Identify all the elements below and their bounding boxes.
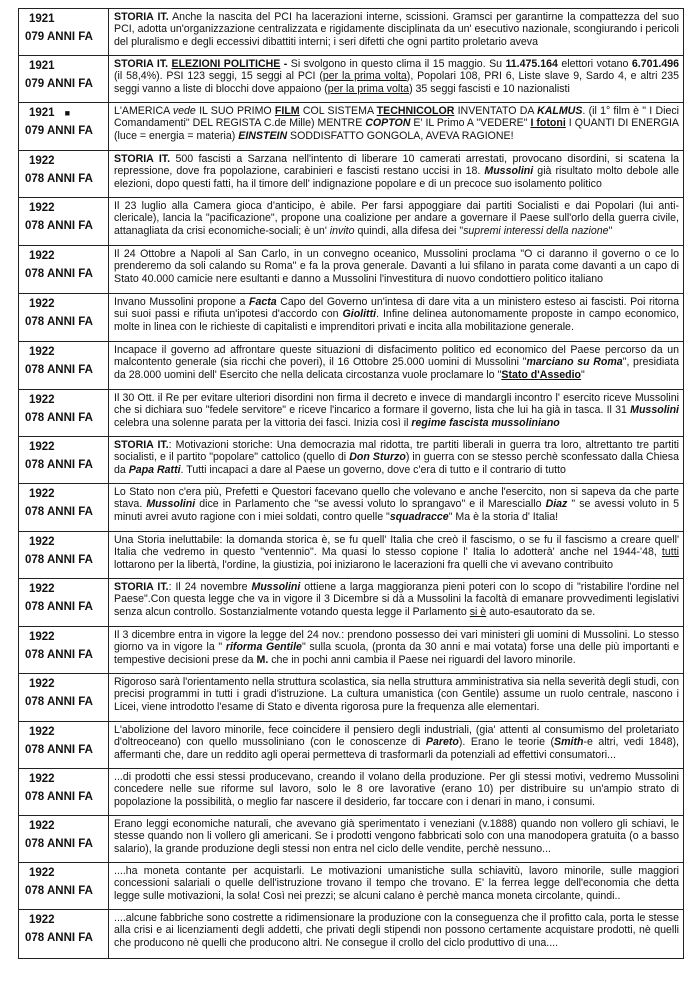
text-segment: dice in Parlamento che "se avessi voluto lo sprangavo" e il Maresciallo <box>195 498 546 511</box>
years-ago-label: 078 ANNI FA <box>25 220 93 232</box>
years-ago-label: 079 ANNI FA <box>25 31 93 43</box>
entry-text <box>109 103 683 150</box>
text-segment: - <box>280 58 291 70</box>
text-segment: ottiene a larga maggioranza pieni poteri con lo scopo di "ristabilire l'ordine nel Paese".Con questa legge che va in vigore il 3 Dicembre si dà a Mussolini la facoltà di emanare provvedimenti legislativi senza alcun controllo. Sostanzialmente votando questa legge il Parlamento <box>114 581 679 618</box>
year-label: 1921 <box>29 107 55 119</box>
text-segment: Il 23 luglio alla Camera gioca d'anticipo, è abile. Per farsi appoggiare dai partiti Socialisti e dai Popolari (lui anti-clericale), lancia la "pacificazione", propone una coalizione per andare a governare il Paese sull'orlo della guerra civile, attanagliata da crisi economiche-sociali; è un' <box>114 200 679 237</box>
entry-text <box>109 769 683 815</box>
timeline-row <box>19 390 683 437</box>
text-segment: si è <box>469 605 487 618</box>
entry-text <box>109 437 683 483</box>
text-segment: STORIA IT. <box>114 439 169 451</box>
text-segment: . Infine delinea autonomamente proposte in campo economico, molte in linea con le richieste di capitalisti e imprenditori privati e incita alla mobilitazione generale. <box>114 308 679 333</box>
year-label: 1922 <box>29 441 55 453</box>
entry-text <box>109 722 683 768</box>
timeline-row <box>19 484 683 532</box>
date-cell <box>19 246 109 293</box>
text-segment: EINSTEIN <box>238 129 288 142</box>
text-segment: ) in guerra con se stesso perchè sconfessato dalla Chiesa da <box>114 451 679 476</box>
text-segment: KALMUS <box>537 105 583 117</box>
year-label: 1921 <box>29 60 55 72</box>
entry-text <box>109 198 683 245</box>
text-segment: che in pochi anni cambia il Paese nei riguardi del lavoro minorile. <box>268 653 576 666</box>
year-label: 1922 <box>29 631 55 643</box>
timeline-row <box>19 674 683 722</box>
text-segment: Mussolini <box>630 404 679 417</box>
date-cell <box>19 816 109 862</box>
text-segment: STORIA IT. <box>114 58 172 70</box>
years-ago-label: 078 ANNI FA <box>25 601 93 613</box>
text-segment: STORIA IT. <box>114 11 169 23</box>
year-label: 1922 <box>29 202 55 214</box>
entry-text <box>109 9 683 55</box>
timeline-row <box>19 769 683 816</box>
text-segment: già risultato molto debole alle elezioni, dopo questi fatti, ha il timore dell' indignazione popolare e di un precoce suo isolamento politico <box>114 165 679 190</box>
text-segment: regime fascista mussoliniano <box>411 416 560 429</box>
text-segment: -e altri, vedi 1848), affermanti che, dare un reddito agli operai permetteva di trasformarli da potenziali ad effettivi consumatori... <box>114 736 679 761</box>
year-label: 1922 <box>29 867 55 879</box>
text-segment: Invano Mussolini propone a <box>114 296 249 308</box>
years-ago-label: 078 ANNI FA <box>25 364 93 376</box>
date-cell <box>19 910 109 958</box>
text-segment: Mussolini <box>484 165 534 178</box>
text-segment: Lo Stato non c'era più, Prefetti e Questori facevano quello che volevano e anche l'esercito, non si sapeva da che parte stava. <box>114 486 679 511</box>
text-segment: Incapace il governo ad affrontare queste situazioni di disfacimento politico ed economico del Paese percorso da un malcontento generale (sia ricchi che poveri), il 16 Ottobre 25.000 uomini di Mussolini " <box>114 344 679 369</box>
year-label: 1922 <box>29 820 55 832</box>
date-cell <box>19 579 109 626</box>
text-segment: ....ha moneta contante per acquistarli. Le motivazioni umanistiche sulla schiavitù, lavoro minorile, sulle maggiori concessioni salariali o quelle dell'istruzione trovano il tempo che trovano. E' la ferrea legge dell'economia che detta legge sulle motivazioni, la sola! Così nei prezzi; se alcuni calano è perchè manca moneta circolante, quindi.. <box>114 865 679 902</box>
entry-text <box>109 910 683 958</box>
years-ago-label: 078 ANNI FA <box>25 316 93 328</box>
text-segment: ELEZIONI POLITICHE <box>171 58 281 70</box>
text-segment: L'AMERICA <box>114 105 173 117</box>
text-segment: Stato d'Assedio <box>501 368 582 381</box>
text-segment: Mussolini <box>146 498 196 511</box>
timeline-row <box>19 198 683 246</box>
timeline-row <box>19 863 683 910</box>
bullet-mark: ■ <box>64 108 71 118</box>
entry-text <box>109 390 683 436</box>
timeline-row <box>19 9 683 56</box>
entry-text <box>109 246 683 293</box>
entry-text <box>109 816 683 862</box>
text-segment: STORIA IT. <box>114 581 169 593</box>
timeline-row <box>19 910 683 958</box>
text-segment: Rigoroso sarà l'orientamento nella struttura scolastica, sia nella struttura amministrativa sia nella severità degli studi, con precisi programmi in tutti i gradi d'istruzione. La cultura umanistica (con Gentile) assume un ruolo centrale, nascono i Licei, viene introdotto l'esame di Stato e diventa rigorosa pure la frequenza alle elementari. <box>114 676 679 713</box>
timeline-row <box>19 816 683 863</box>
date-cell <box>19 674 109 721</box>
entry-text <box>109 674 683 721</box>
date-cell <box>19 9 109 55</box>
text-segment: supremi interessi della nazione <box>463 224 609 237</box>
text-segment: E' IL Primo A "VEDERE" <box>410 117 531 130</box>
year-label: 1921 <box>29 13 55 25</box>
text-segment: Smith <box>554 736 584 749</box>
year-label: 1922 <box>29 488 55 500</box>
entry-text <box>109 532 683 578</box>
text-segment: Si svolgono in questo clima il 15 maggio. Su <box>290 58 506 70</box>
text-segment: Capo del Governo un'intesa di dare vita a un ministero esteso ai fascisti. Poi ritorna sui suoi passi e rifiuta un'ipotesi d'accordo con <box>114 296 679 321</box>
years-ago-label: 078 ANNI FA <box>25 554 93 566</box>
text-segment: riforma Gentile <box>225 641 302 654</box>
years-ago-label: 078 ANNI FA <box>25 268 93 280</box>
text-segment: lottarono per la libertà, l'ordine, la giustizia, poi iniziarono le lacerazioni fra quelli che vi avevano contribuito <box>114 558 614 571</box>
text-segment: : Motivazioni storiche: Una democrazia mal ridotta, tre partiti liberali in guerra tra loro, altrettanto tre partiti socialisti, e il partito "popolare" cattolico (quello di <box>114 439 679 464</box>
text-segment: ...di prodotti che essi stessi producevano, creando il volano della produzione. Per gli stessi motivi, vedremo Mussolini concedere nelle sue riforme sul lavoro, solo le 8 ore lavorative (erano 10) per distribuire su un'ampio strato di popolazione la possibilità, o meglio far nascere il desiderio, far toccare con i denari in mano, i consumi. <box>114 771 679 808</box>
date-cell <box>19 484 109 531</box>
years-ago-label: 078 ANNI FA <box>25 838 93 850</box>
years-ago-label: 078 ANNI FA <box>25 791 93 803</box>
text-segment: Il 24 Ottobre a Napoli al San Carlo, in un convegno oceanico, Mussolini proclama "O ci daranno il governo o ce lo prenderemo da soli calando su Roma" e fa la prova generale. Davanti a lui sfilano in parata come davanti a un capo di Stato 40.000 camicie nere esultanti e danno a Mussolini l'investitura di nuovo condottiero politico italiano <box>114 248 679 285</box>
entry-text <box>109 342 683 389</box>
years-ago-label: 079 ANNI FA <box>25 78 93 90</box>
text-segment: invito <box>329 224 355 237</box>
date-cell <box>19 390 109 436</box>
text-segment: ....alcune fabbriche sono costrette a ridimensionare la produzione con la conseguenza che il profitto cala, porta le stesse alla crisi e ai licenziamenti degli addetti, che privati degli stipendi non possono certamente acquistare prodotti, nè quelli che producono nè quelli che producono altri. Ne consegue il crollo del ciclo produttivo di una.... <box>114 912 679 949</box>
date-cell <box>19 769 109 815</box>
text-segment: COL SISTEMA <box>299 105 377 117</box>
year-label: 1922 <box>29 346 55 358</box>
date-cell <box>19 437 109 483</box>
year-label: 1922 <box>29 155 55 167</box>
text-segment: Facta <box>248 296 277 308</box>
years-ago-label: 078 ANNI FA <box>25 932 93 944</box>
text-segment: INVENTATO DA <box>454 105 538 117</box>
text-segment: 500 fascisti a Sarzana nell'intento di liberare 10 camerati arrestati, provocano disordini, si scatena la repressione, dove fra popolazione, carabinieri e fascisti restano uccisi in 18. <box>114 153 679 178</box>
timeline-row <box>19 579 683 627</box>
text-segment: ), Popolari 108, PRI 6, Liste slave 9, Sardo 4, e altri 235 seggi vanno a liste di blocchi dove appaiono ( <box>114 70 679 95</box>
text-segment: Anche la nascita del PCI ha lacerazioni interne, scissioni. Gramsci per garantirne la compattezza del suo PCI, adotta un'organizzazione centralizzata e rigidamente disciplinata da un' esecutivo nazionale, scongiurando i pericoli del pluralismo e degli eccessivi dibattiti interni; i seri difetti che ogni partito proletario aveva <box>114 11 679 48</box>
entry-text <box>109 294 683 341</box>
text-segment: per la prima volta <box>327 82 410 95</box>
text-segment: . Tutti incapaci a dare al Paese un governo, dove c'era di tutto e il contrario di tutto <box>180 463 566 476</box>
text-segment: Mussolini <box>251 581 301 593</box>
date-cell <box>19 532 109 578</box>
text-segment: celebra una solenne parata per la vittoria dei fasci. Inizia così il <box>114 416 412 429</box>
entry-text <box>109 579 683 626</box>
entry-text <box>109 151 683 197</box>
text-segment: L'abolizione del lavoro minorile, fece coincidere il pensiero degli industriali, (gia' attenti al consumismo del proletariato d'oltreoceano) con quello mussoliniano (con le conoscenze di <box>114 724 679 749</box>
text-segment: Diaz <box>545 498 568 511</box>
year-label: 1922 <box>29 678 55 690</box>
timeline-row <box>19 294 683 342</box>
timeline-row <box>19 627 683 674</box>
entry-text <box>109 56 683 102</box>
timeline-row <box>19 437 683 484</box>
text-segment: " sulla scuola, (pronta da 30 anni e mai votata) forse una delle più importanti e tempestive decisioni prese da <box>114 641 679 666</box>
date-cell <box>19 863 109 909</box>
entry-text <box>109 863 683 909</box>
date-cell <box>19 103 109 150</box>
year-label: 1922 <box>29 298 55 310</box>
timeline-row <box>19 532 683 579</box>
text-segment: SODDISFATTO GONGOLA, AVEVA RAGIONE! <box>287 129 514 142</box>
text-segment: (il 58,4%). PSI 123 seggi, 15 seggi al PCI ( <box>114 70 323 83</box>
text-segment: 11.475.164 <box>505 58 558 70</box>
date-cell <box>19 342 109 389</box>
text-segment: Il 30 Ott. il Re per evitare ulteriori disordini non firma il decreto e invece di mandargli incontro l' esercito riceve Mussolini che si dichiara suo "fedele servitore" e riceve l'incarico a formare il governo, lista che lui ha già in tasca. Il 31 <box>114 392 679 417</box>
text-segment: COPTON <box>365 117 411 130</box>
year-label: 1922 <box>29 914 55 926</box>
text-segment: " <box>608 224 613 237</box>
text-segment: marciano su Roma <box>526 356 623 369</box>
text-segment: ) 35 seggi fascisti e 10 nazionalisti <box>409 82 570 95</box>
years-ago-label: 079 ANNI FA <box>25 125 93 137</box>
text-segment: auto-esautorato da se. <box>486 605 596 618</box>
timeline-row <box>19 56 683 103</box>
date-cell <box>19 294 109 341</box>
text-segment: 6.701.496 <box>631 58 679 70</box>
text-segment: : Il 24 novembre <box>168 581 252 593</box>
timeline-row <box>19 246 683 294</box>
year-label: 1922 <box>29 250 55 262</box>
text-segment: STORIA IT. <box>114 153 171 165</box>
years-ago-label: 078 ANNI FA <box>25 696 93 708</box>
text-segment: Papa Ratti <box>128 463 181 476</box>
text-segment: I fotoni <box>530 117 566 130</box>
timeline-row <box>19 342 683 390</box>
text-segment: " Ma è la storia d' Italia! <box>448 510 559 523</box>
text-segment: Giolitti <box>342 308 377 321</box>
date-cell <box>19 627 109 673</box>
year-label: 1922 <box>29 773 55 785</box>
text-segment: ). Erano le teorie ( <box>458 736 555 749</box>
text-segment: Pareto <box>425 736 459 749</box>
years-ago-label: 078 ANNI FA <box>25 885 93 897</box>
entry-text <box>109 484 683 531</box>
timeline-row <box>19 103 683 151</box>
date-cell <box>19 722 109 768</box>
date-cell <box>19 198 109 245</box>
year-label: 1922 <box>29 583 55 595</box>
entry-text <box>109 627 683 673</box>
years-ago-label: 078 ANNI FA <box>25 173 93 185</box>
text-segment: tutti <box>661 546 679 559</box>
timeline-row <box>19 722 683 769</box>
text-segment: " <box>581 368 585 381</box>
text-segment: " se avessi voluto in 5 minuti avrei avuto ragione con i miei soldati, contro quelle " <box>114 498 679 523</box>
text-segment: ", presidiata da 28.000 uomini dell' Esercito che nella delicata circostanza vuole proclamare lo " <box>114 356 679 381</box>
text-segment: vede <box>172 105 196 117</box>
text-segment: Erano leggi economiche naturali, che avevano già sperimentato i veneziani (v.1888) quando non vollero gli schiavi, le stesse quando non li vollero gli americani. Se i prodotti vengono fabbricati solo con una manodopera gratuita (o a basso salario), la grande produzione degli stessi non entra nel ciclo delle vendite, perchè nessuno... <box>114 818 679 855</box>
text-segment: Il 3 dicembre entra in vigore la legge del 24 nov.: prendono possesso dei vari ministeri gli uomini di Mussolini. Lo stesso giorno va in vigore la " <box>114 629 679 654</box>
date-cell <box>19 151 109 197</box>
year-label: 1922 <box>29 536 55 548</box>
text-segment: I QUANTI DI ENERGIA (luce = energia = materia) <box>114 117 679 142</box>
text-segment: . (il 1° film è " I Dieci Comandamenti" DEL REGISTA C.de Mille) MENTRE <box>114 105 680 130</box>
years-ago-label: 078 ANNI FA <box>25 649 93 661</box>
year-label: 1922 <box>29 726 55 738</box>
text-segment: squadracce <box>389 510 449 523</box>
years-ago-label: 078 ANNI FA <box>25 412 93 424</box>
text-segment: Una Storia ineluttabile: la domanda storica è, se fu quell' Italia che creò il fascismo, o se fu il fascismo a creare quell' Italia che vedremo in questo "ventennio". Ma quasi lo stesso copione l' Italia lo adotterà' anche nel 1944-'48, <box>114 534 679 559</box>
year-label: 1922 <box>29 394 55 406</box>
text-segment: M. <box>256 653 269 666</box>
years-ago-label: 078 ANNI FA <box>25 744 93 756</box>
years-ago-label: 078 ANNI FA <box>25 459 93 471</box>
text-segment: elettori votano <box>557 58 632 70</box>
timeline-row <box>19 151 683 198</box>
text-segment: TECHNICOLOR <box>376 105 455 117</box>
date-cell <box>19 56 109 102</box>
text-segment: Don Sturzo <box>349 451 406 464</box>
years-ago-label: 078 ANNI FA <box>25 506 93 518</box>
text-segment: IL SUO PRIMO <box>195 105 275 117</box>
text-segment: per la prima volta <box>322 70 407 83</box>
text-segment: FILM <box>274 105 300 117</box>
timeline-table <box>18 8 684 959</box>
text-segment: quindi, alla difesa dei " <box>354 224 464 237</box>
